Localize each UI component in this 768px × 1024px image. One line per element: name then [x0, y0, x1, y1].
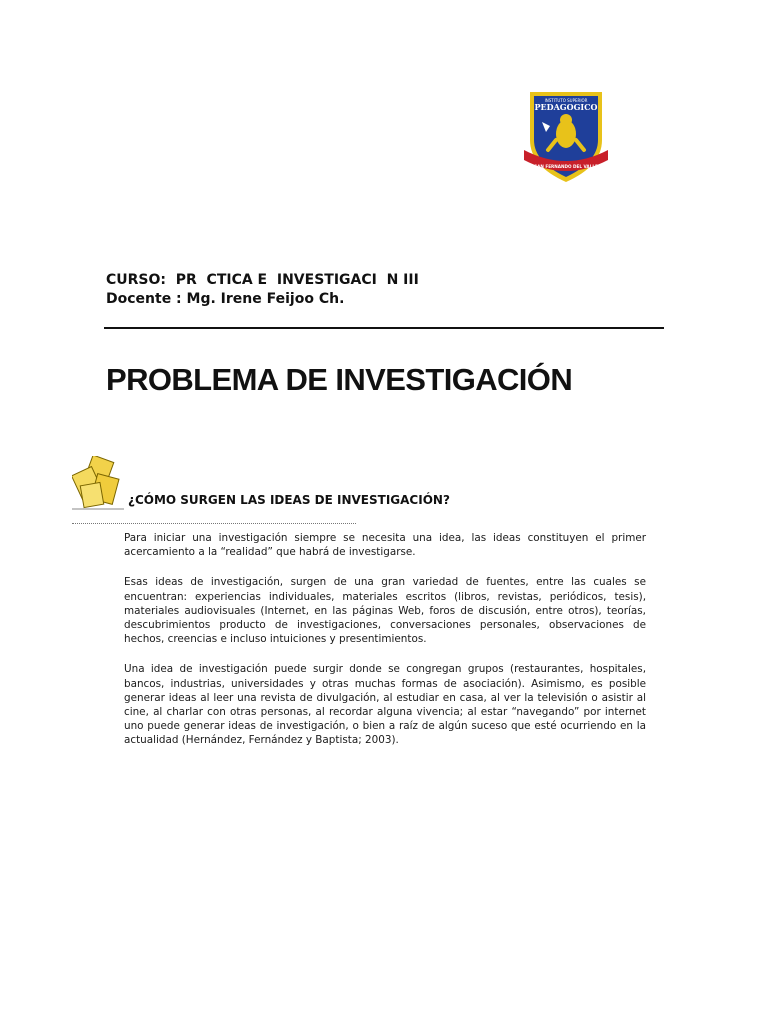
paragraph: Una idea de investigación puede surgir donde se congregan grupos (restaurantes, hospitales, bancos, industrias, universidades y otras muchas formas de asociación). Asimismo, es posible generar ideas al leer una revista de divulgación, al estudiar en casa, al ver la televisión o asistir al cine, al charlar con otras personas, al recordar alguna vivencia; al estar “navegando” por internet uno puede generar ideas de investigación, o bien a raíz de algún suceso que esté ocurriendo en la actualidad (Hernández, Fernández y Baptista; 2003).: [124, 663, 646, 747]
papers-icon: [72, 456, 128, 510]
logo-top-text: PEDAGOGICO: [534, 102, 598, 112]
header-divider: [104, 327, 664, 329]
teacher-line: Docente : Mg. Irene Feijoo Ch.: [106, 291, 345, 307]
document-title: PROBLEMA DE INVESTIGACIÓN: [106, 362, 573, 397]
dotted-divider: [72, 523, 356, 524]
institute-crest-icon: [520, 88, 612, 184]
course-header: [106, 271, 419, 309]
paragraph: Esas ideas de investigación, surgen de una gran variedad de fuentes, entre las cuales se encuentran: experiencias individuales, materiales escritos (libros, revistas, periódicos, tesis), materiales audiovisuales (Internet, en las páginas Web, foros de discusión, entre otros), teorías, descubrimientos producto de investigaciones, conversaciones personales, observaciones de hechos, creencias e incluso intuiciones y presentimientos.: [124, 576, 646, 646]
section-heading: ¿CÓMO SURGEN LAS IDEAS DE INVESTIGACIÓN?: [128, 493, 450, 507]
section-body: [124, 531, 646, 764]
logo-banner-text: SAN FERNANDO DEL VALLE: [534, 164, 598, 169]
course-line: CURSO: PR CTICA E INVESTIGACI N III: [106, 272, 419, 288]
paragraph: Para iniciar una investigación siempre se necesita una idea, las ideas constituyen el primer acercamiento a la “realidad” que habrá de investigarse.: [124, 532, 646, 559]
svg-text:INSTITUTO SUPERIOR: INSTITUTO SUPERIOR: [544, 98, 588, 103]
